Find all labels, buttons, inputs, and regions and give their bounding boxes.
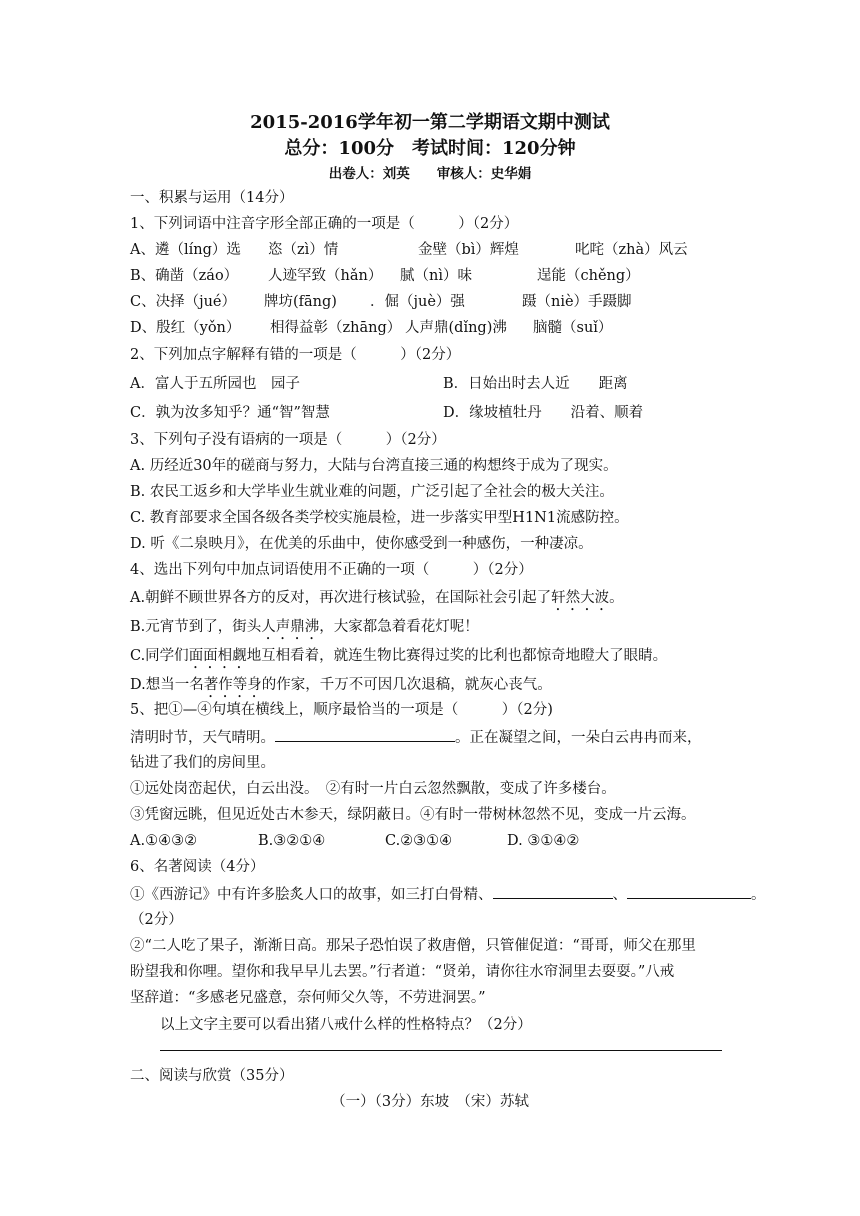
q5-stem: 5、把①—④句填在横线上，顺序最恰当的一项是（ ）（2分) — [130, 702, 553, 718]
q6-answer-blank-1[interactable] — [493, 884, 613, 899]
q4-option-b — [130, 617, 479, 643]
q4-b-dotted-word: 人声鼎沸 — [261, 619, 320, 635]
q1-option: 蹑（niè）手蹑脚 — [522, 294, 632, 310]
q5-option-d: D. ③①④② — [507, 833, 580, 849]
q4-option-a — [130, 588, 624, 614]
q4-c-dotted-word: 面面相觑 — [188, 648, 247, 664]
q1-option: D、殷红（yǒn） — [130, 320, 241, 336]
q5-passage-text: 清明时节，天气晴明。 — [130, 730, 275, 746]
q5-passage-line1 — [130, 727, 702, 748]
q3-option-d: D. 听《二泉映月》，在优美的乐曲中，使你感受到一种感伤，一种凄凉。 — [130, 536, 593, 552]
q2-option-c: C．孰为汝多知乎？通“智”智慧 — [130, 405, 330, 421]
q4-c-text-end: 地互相看着，就连生物比赛得过奖的比利也都惊奇地瞪大了眼睛。 — [246, 648, 668, 664]
q1-option: B、确凿（záo） — [130, 268, 239, 284]
q6-part1-text: ①《西游记》中有许多脍炙人口的故事，如三打白骨精、 — [130, 887, 493, 903]
q4-b-text: B.元宵节到了，街头 — [130, 619, 262, 635]
q4-d-dotted-word: 著作等身 — [203, 677, 262, 693]
q1-option: 牌坊(fāng) — [264, 294, 337, 310]
q5-passage-text-end: 。正在凝望之间，一朵白云冉冉而来， — [455, 730, 702, 746]
q4-a-text-end: 。 — [609, 590, 624, 606]
q5-option-c: C.②③①④ — [385, 833, 453, 849]
q6-passage-line1: ②“二人吃了果子，渐渐日高。那呆子恐怕误了救唐僧，只管催促道：“哥哥，师父在那里 — [130, 938, 696, 954]
q6-part1-end: 。 — [751, 887, 766, 903]
section2-heading: 二、阅读与欣赏（35分） — [130, 1068, 294, 1084]
q6-part1-score: （2分） — [130, 912, 183, 928]
q1-option: 人迹罕致（hǎn） — [268, 268, 383, 284]
q5-sentences-2: ③凭窗远眺，但见近处古木参天，绿阴蔽日。④有时一带树林忽然不见，变成一片云海。 — [130, 807, 696, 823]
q2-option-b: B．日始出时去人近 距离 — [443, 376, 628, 392]
q1-option: 脑髓（suǐ） — [533, 320, 613, 336]
q1-option: 逞能（chěng） — [537, 268, 640, 284]
q1-option: 相得益彰（zhāng） — [270, 320, 402, 336]
q3-option-a: A. 历经近30年的磋商与努力，大陆与台湾直接三通的构想终于成为了现实。 — [130, 458, 618, 474]
q1-option: 恣（zì）情 — [268, 242, 339, 258]
exam-authors: 出卷人：刘英 审核人：史华娟 — [328, 166, 532, 182]
q3-option-b: B. 农民工返乡和大学毕业生就业难的问题，广泛引起了全社会的极大关注。 — [130, 484, 614, 500]
q6-passage-line2: 盼望我和你哩。望你和我早早儿去罢。”行者道：“贤弟，请你往水帘洞里去耍耍。”八戒 — [130, 964, 675, 980]
q4-c-text: C.同学们 — [130, 648, 189, 664]
q6-part1 — [130, 884, 766, 905]
q4-d-text-end: 的作家，千万不可因几次退稿，就灰心丧气。 — [261, 677, 552, 693]
q1-option: C、决择（jué） — [130, 294, 237, 310]
section1-heading: 一、积累与运用（14分） — [130, 190, 294, 206]
q2-option-d: D．缘坡植牡丹 沿着、顺着 — [443, 405, 644, 421]
q6-stem: 6、名著阅读（4分） — [130, 859, 265, 875]
q4-d-text: D.想当一名 — [130, 677, 204, 693]
q1-stem: 1、下列词语中注音字形全部正确的一项是（ ）（2分） — [130, 216, 519, 232]
q1-option: A、遴（líng）选 — [130, 242, 241, 258]
q5-fill-blank[interactable] — [275, 727, 455, 742]
q5-option-a: A.①④③② — [130, 833, 198, 849]
q3-stem: 3、下列句子没有语病的一项是（ ）（2分） — [130, 432, 446, 448]
q2-stem: 2、下列加点字解释有错的一项是（ ）（2分） — [130, 347, 461, 363]
q6-separator: 、 — [612, 887, 627, 903]
q1-option: 叱咤（zhà）风云 — [575, 242, 688, 258]
q6-answer-line[interactable] — [160, 1050, 722, 1051]
section2-sub1-title: （一）（3分）东坡 （宋）苏轼 — [331, 1094, 529, 1110]
q5-sentences-1: ①远处岗峦起伏，白云出没。 ②有时一片白云忽然飘散，变成了许多楼台。 — [130, 781, 616, 797]
q6-passage-line3: 坚辞道：“多感老兄盛意，奈何师父久等，不劳进洞罢。” — [130, 990, 486, 1006]
q4-option-c — [130, 646, 667, 672]
q5-option-b: B.③②①④ — [258, 833, 326, 849]
q5-passage-line2: 钻进了我们的房间里。 — [130, 755, 275, 771]
q3-option-c: C. 教育部要求全国各级各类学校实施晨检，进一步落实甲型H1N1流感防控。 — [130, 510, 629, 526]
q4-b-text-end: ，大家都急着看花灯呢！ — [319, 619, 479, 635]
q1-option: 人声鼎(dǐng)沸 — [405, 320, 507, 336]
q4-stem: 4、选出下列句中加点词语使用不正确的一项（ ）（2分） — [130, 562, 533, 578]
q4-a-dotted-word: 轩然大波 — [551, 590, 610, 606]
q1-option: 金壁（bì）辉煌 — [418, 242, 519, 258]
exam-subtitle: 总分：100分 考试时间：120分钟 — [284, 138, 576, 159]
q2-option-a: A．富人于五所园也 园子 — [130, 376, 300, 392]
q4-option-d — [130, 675, 552, 701]
q6-question: 以上文字主要可以看出猪八戒什么样的性格特点？（2分） — [160, 1017, 532, 1033]
exam-title: 2015-2016学年初一第二学期语文期中测试 — [250, 112, 610, 133]
q4-a-text: A.朝鲜不顾世界各方的反对，再次进行核试验，在国际社会引起了 — [130, 590, 552, 606]
q1-option: ．倔（juè）强 — [370, 294, 465, 310]
q1-option: 腻（nì）味 — [400, 268, 472, 284]
q6-answer-blank-2[interactable] — [627, 884, 751, 899]
